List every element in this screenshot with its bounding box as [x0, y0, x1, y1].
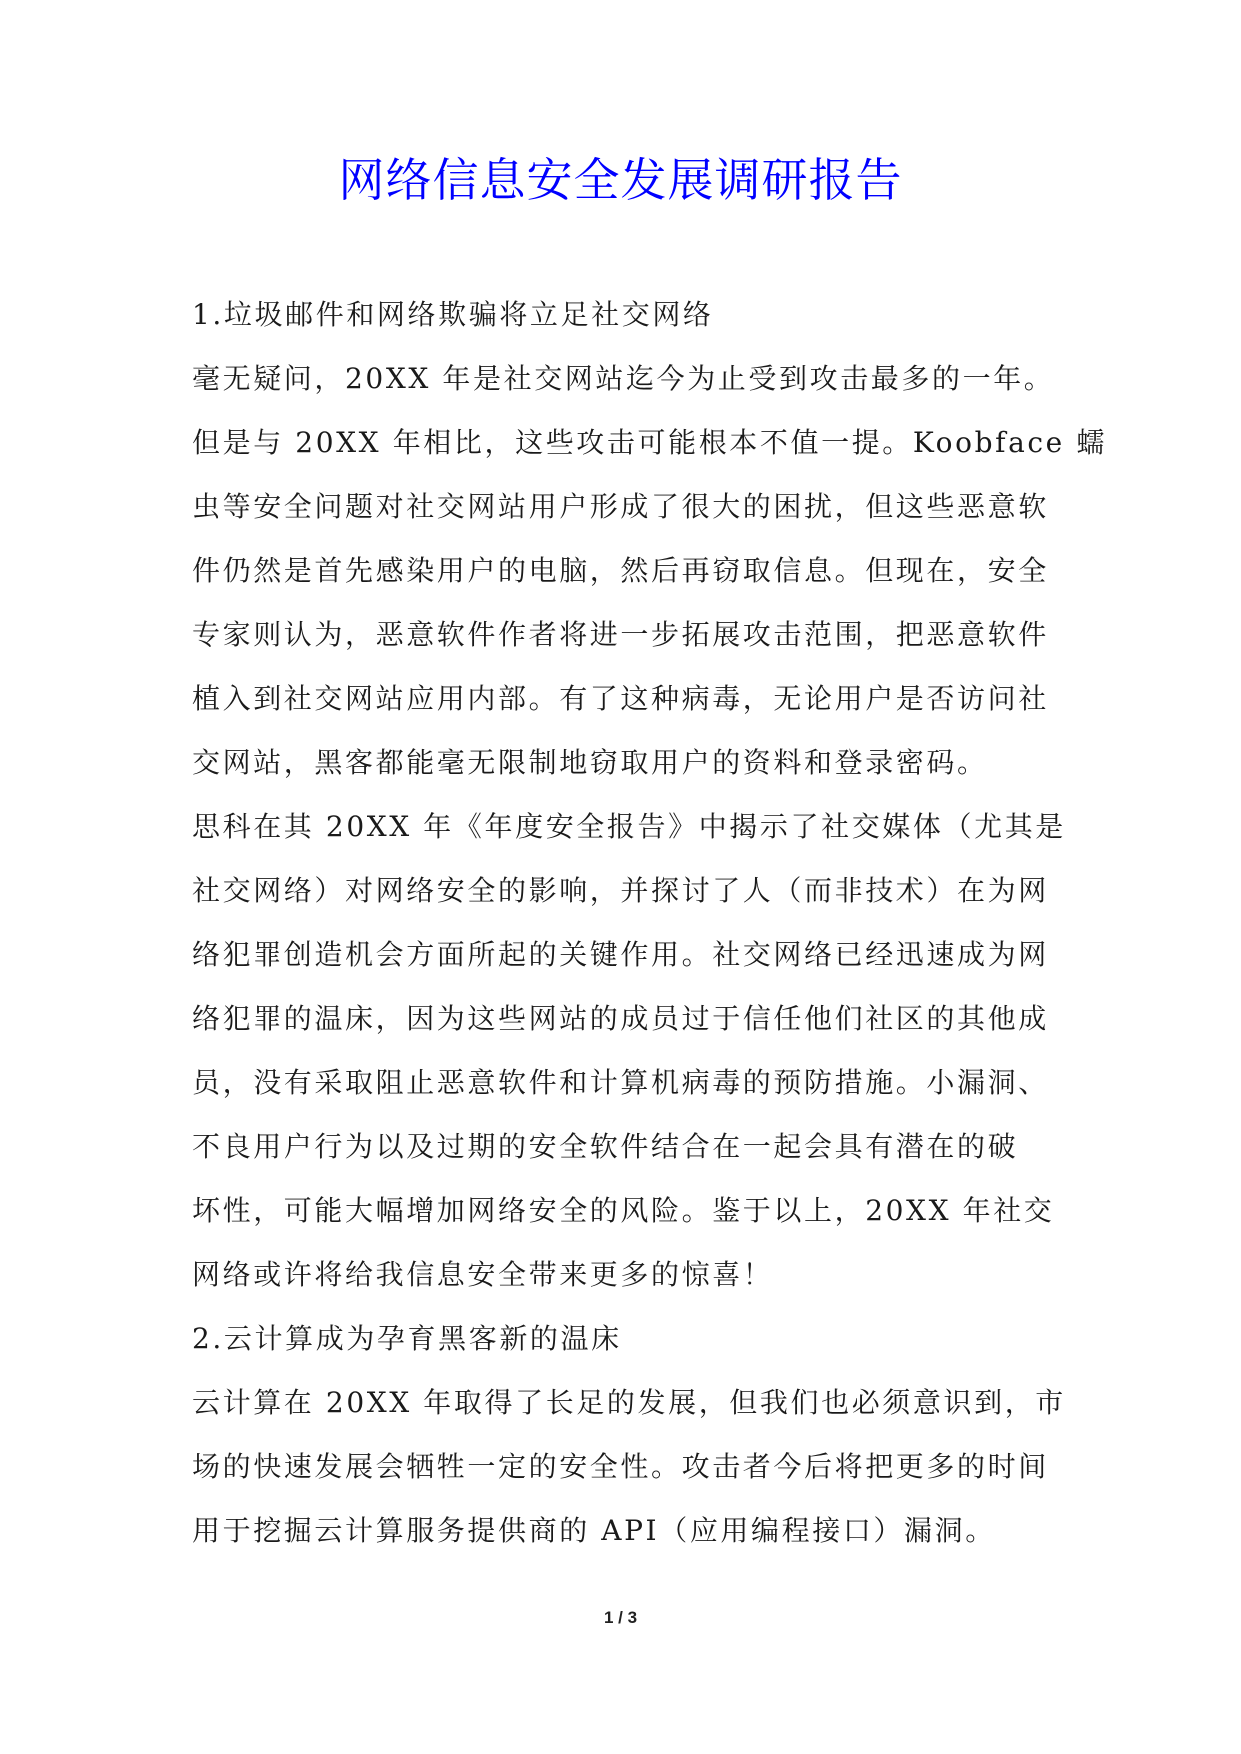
paragraph-line: 虫等安全问题对社交网站用户形成了很大的困扰，但这些恶意软 [192, 490, 1049, 523]
paragraph-line: 云计算在 20XX 年取得了长足的发展，但我们也必须意识到，市 [192, 1386, 1066, 1419]
paragraph-line: 植入到社交网站应用内部。有了这种病毒，无论用户是否访问社 [192, 682, 1049, 715]
paragraph-line: 场的快速发展会牺牲一定的安全性。攻击者今后将把更多的时间 [192, 1450, 1049, 1483]
paragraph-line: 员，没有采取阻止恶意软件和计算机病毒的预防措施。小漏洞、 [192, 1066, 1049, 1099]
paragraph-line: 社交网络）对网络安全的影响，并探讨了人（而非技术）在为网 [192, 874, 1049, 907]
paragraph-line: 用于挖掘云计算服务提供商的 API（应用编程接口）漏洞。 [192, 1514, 996, 1547]
paragraph-line: 件仍然是首先感染用户的电脑，然后再窃取信息。但现在，安全 [192, 554, 1049, 587]
section-heading-2: 2.云计算成为孕育黑客新的温床 [192, 1322, 622, 1355]
paragraph-line: 不良用户行为以及过期的安全软件结合在一起会具有潜在的破 [192, 1130, 1019, 1163]
paragraph-line: 思科在其 20XX 年《年度安全报告》中揭示了社交媒体（尤其是 [192, 810, 1066, 843]
document-title: 网络信息安全发展调研报告 [338, 153, 903, 207]
paragraph-line: 络犯罪创造机会方面所起的关键作用。社交网络已经迅速成为网 [192, 938, 1049, 971]
page-number: 1 / 3 [603, 1608, 638, 1627]
paragraph-line: 毫无疑问，20XX 年是社交网站迄今为止受到攻击最多的一年。 [192, 362, 1055, 395]
paragraph-line: 网络或许将给我信息安全带来更多的惊喜！ [192, 1258, 774, 1291]
paragraph-line: 坏性，可能大幅增加网络安全的风险。鉴于以上，20XX 年社交 [192, 1194, 1055, 1227]
paragraph-line: 交网站，黑客都能毫无限制地窃取用户的资料和登录密码。 [192, 746, 988, 779]
paragraph-line: 专家则认为，恶意软件作者将进一步拓展攻击范围，把恶意软件 [192, 618, 1049, 651]
section-heading-1: 1.垃圾邮件和网络欺骗将立足社交网络 [192, 298, 714, 331]
paragraph-line: 络犯罪的温床，因为这些网站的成员过于信任他们社区的其他成 [192, 1002, 1049, 1035]
paragraph-line: 但是与 20XX 年相比，这些攻击可能根本不值一提。Koobface 蠕 [192, 426, 1107, 459]
document-body [192, 283, 1107, 1563]
